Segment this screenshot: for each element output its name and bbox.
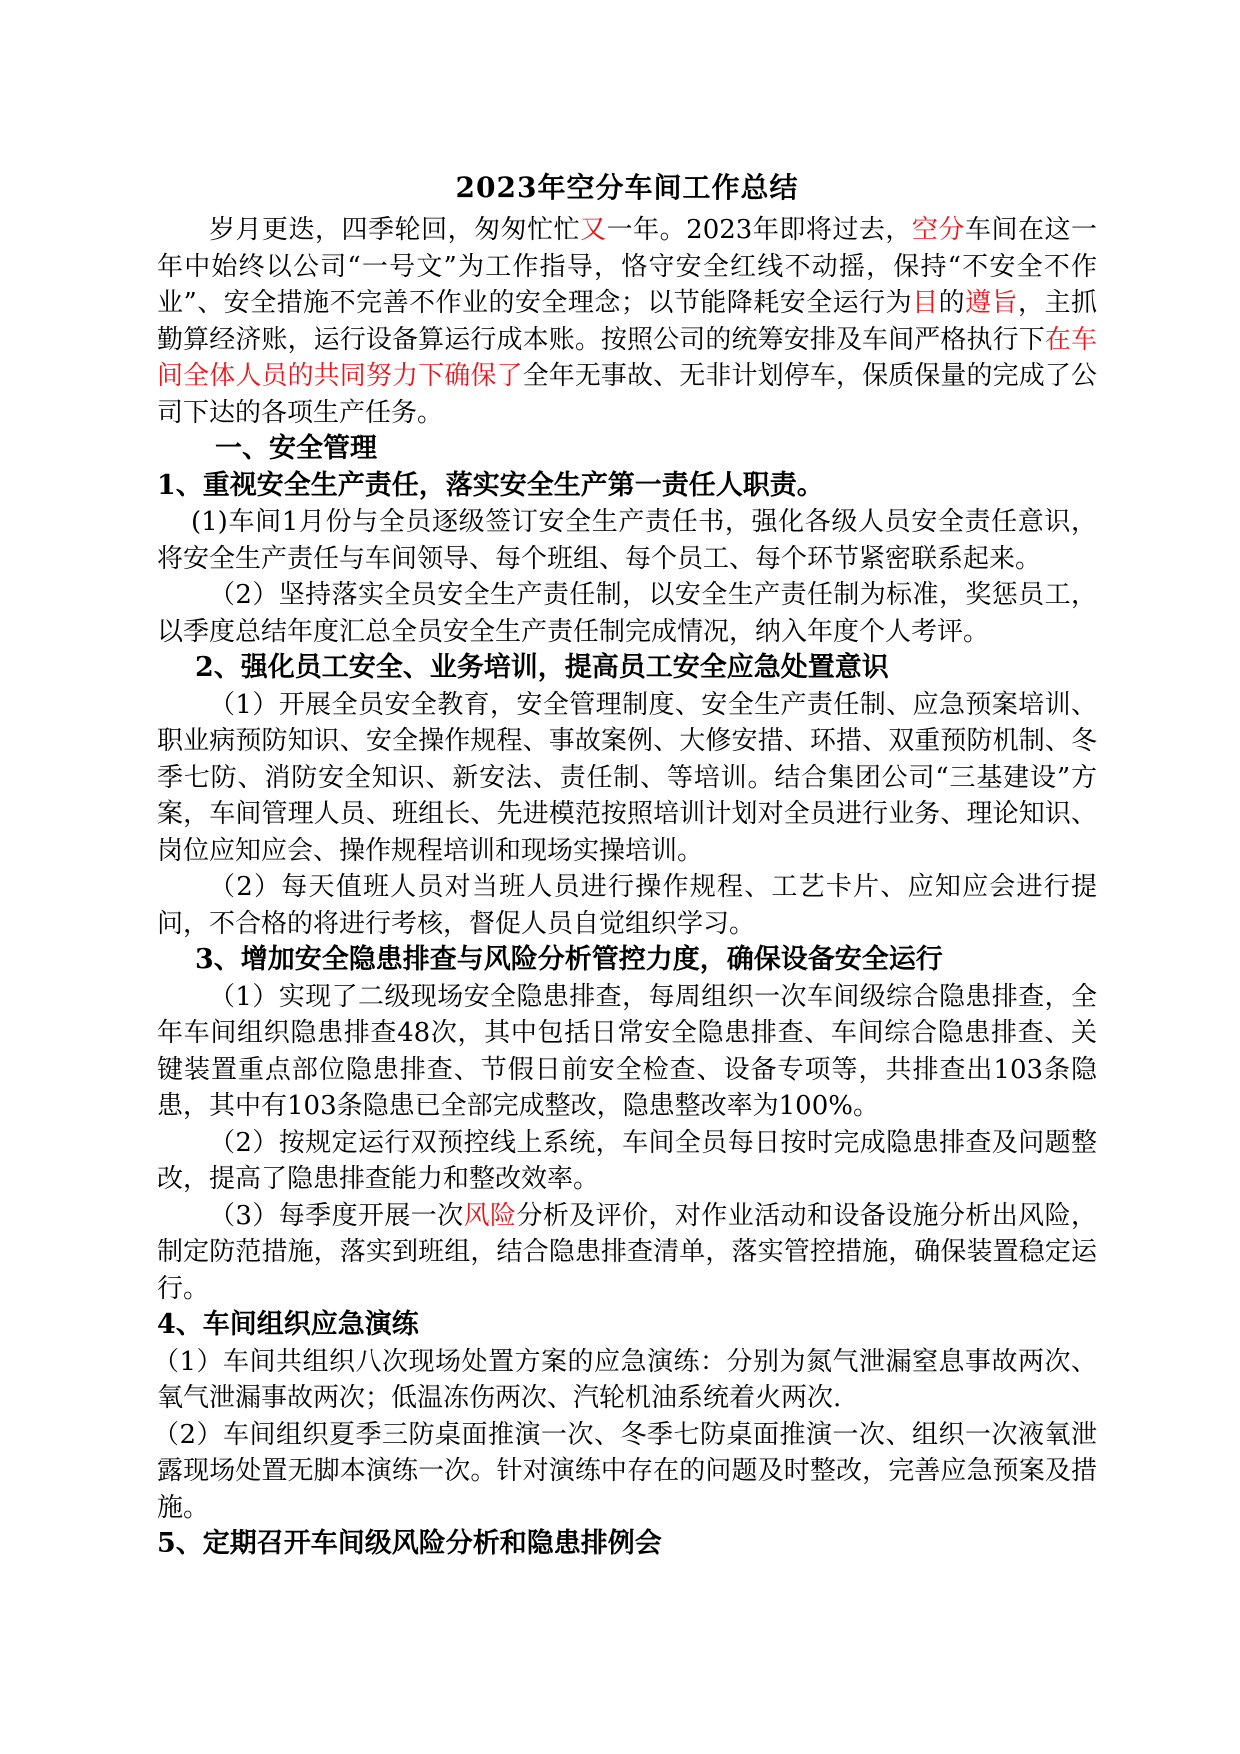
- subsection-2-item-2: （2）每天值班人员对当班人员进行操作规程、工艺卡片、应知应会进行提问，不合格的将进行考核，督促人员自觉组织学习。: [157, 872, 1097, 939]
- intro-highlight-1: 又: [580, 215, 607, 245]
- subsection-heading-2: 2、强化员工安全、业务培训，提高员工安全应急处置意识: [195, 652, 889, 683]
- subsection-1-item-1: (1)车间1月份与全员逐级签订安全生产责任书，强化各级人员安全责任意识，将安全生产责任与车间领导、每个班组、每个员工、每个环节紧密联系起来。: [157, 507, 1097, 574]
- subsection-2-item-1: （1）开展全员安全教育，安全管理制度、安全生产责任制、应急预案培训、职业病预防知识、安全操作规程、事故案例、大修安措、环措、双重预防机制、冬季七防、消防安全知识、新安法、责任制、等培训。结合集团公司“三基建设”方案，车间管理人员、班组长、先进模范按照培训计划对全员进行业务、理论知识、岗位应知应会、操作规程培训和现场实操培训。: [157, 689, 1097, 866]
- intro-text-1: 岁月更迭，四季轮回，匆匆忙忙: [209, 215, 581, 245]
- subsection-4-item-2: （2）车间组织夏季三防桌面推演一次、冬季七防桌面推演一次、组织一次液氧泄露现场处置无脚本演练一次。针对演练中存在的问题及时整改，完善应急预案及措施。: [153, 1419, 1097, 1523]
- intro-highlight-2: 空分: [911, 215, 965, 245]
- subsection-1-item-2: （2）坚持落实全员安全生产责任制，以安全生产责任制为标准，奖惩员工，以季度总结年度汇总全员安全生产责任制完成情况，纳入年度个人考评。: [157, 580, 1097, 647]
- intro-text-4: 的: [938, 288, 966, 318]
- subsection-3-item-3: [157, 1198, 1097, 1308]
- item-3-text-b: 分析及评价，对作业活动和设备设施分析出风险，制定防范措施，落实到班组，结合隐患排查清单，落实管控措施，确保装置稳定运行。: [157, 1200, 1097, 1304]
- document-title: 2023年空分车间工作总结: [455, 171, 799, 204]
- item-3-highlight: 风险: [463, 1200, 517, 1231]
- subsection-heading-3: 3、增加安全隐患排查与风险分析管控力度，确保设备安全运行: [195, 944, 943, 975]
- intro-highlight-4: 遵旨: [965, 288, 1019, 318]
- intro-text-5: ，主抓勤算经济账，运行设备算运行成本账。按照公司的统筹安排及车间严格执行下: [157, 288, 1097, 355]
- item-3-text-a: （3）每季度开展一次: [209, 1200, 464, 1231]
- intro-text-2: 一年。2023年即将过去，: [606, 215, 912, 245]
- intro-paragraph: [157, 212, 1097, 431]
- section-heading-safety: 一、安全管理: [215, 433, 377, 464]
- subsection-3-item-2: （2）按规定运行双预控线上系统，车间全员每日按时完成隐患排查及问题整改，提高了隐患排查能力和整改效率。: [157, 1127, 1097, 1194]
- subsection-heading-1: 1、重视安全生产责任，落实安全生产第一责任人职责。: [157, 469, 824, 501]
- intro-highlight-5: 在车间全体人员的共同努力下确保了: [157, 324, 1097, 391]
- intro-text-6: 全年无事故、无非计划停车，保质保量的完成了公司下达的各项生产任务。: [157, 361, 1097, 428]
- subsection-heading-4: 4、车间组织应急演练: [157, 1309, 419, 1340]
- subsection-heading-5: 5、定期召开车间级风险分析和隐患排例会: [157, 1528, 662, 1559]
- intro-text-3: 车间在这一年中始终以公司“一号文”为工作指导，恪守安全红线不动摇，保持“不安全不作业”、安全措施不完善不作业的安全理念；以节能降耗安全运行为: [157, 215, 1097, 318]
- subsection-3-item-1: （1）实现了二级现场安全隐患排查，每周组织一次车间级综合隐患排查，全年车间组织隐患排查48次，其中包括日常安全隐患排查、车间综合隐患排查、关键装置重点部位隐患排查、节假日前安全检查、设备专项等，共排查出103条隐患，其中有103条隐患已全部完成整改，隐患整改率为100%。: [157, 981, 1097, 1121]
- intro-highlight-3: 目: [912, 288, 939, 318]
- subsection-4-item-1: （1）车间共组织八次现场处置方案的应急演练：分别为氮气泄漏窒息事故两次、氧气泄漏事故两次；低温冻伤两次、汽轮机油系统着火两次.: [153, 1346, 1097, 1413]
- document-body: [153, 170, 1097, 1563]
